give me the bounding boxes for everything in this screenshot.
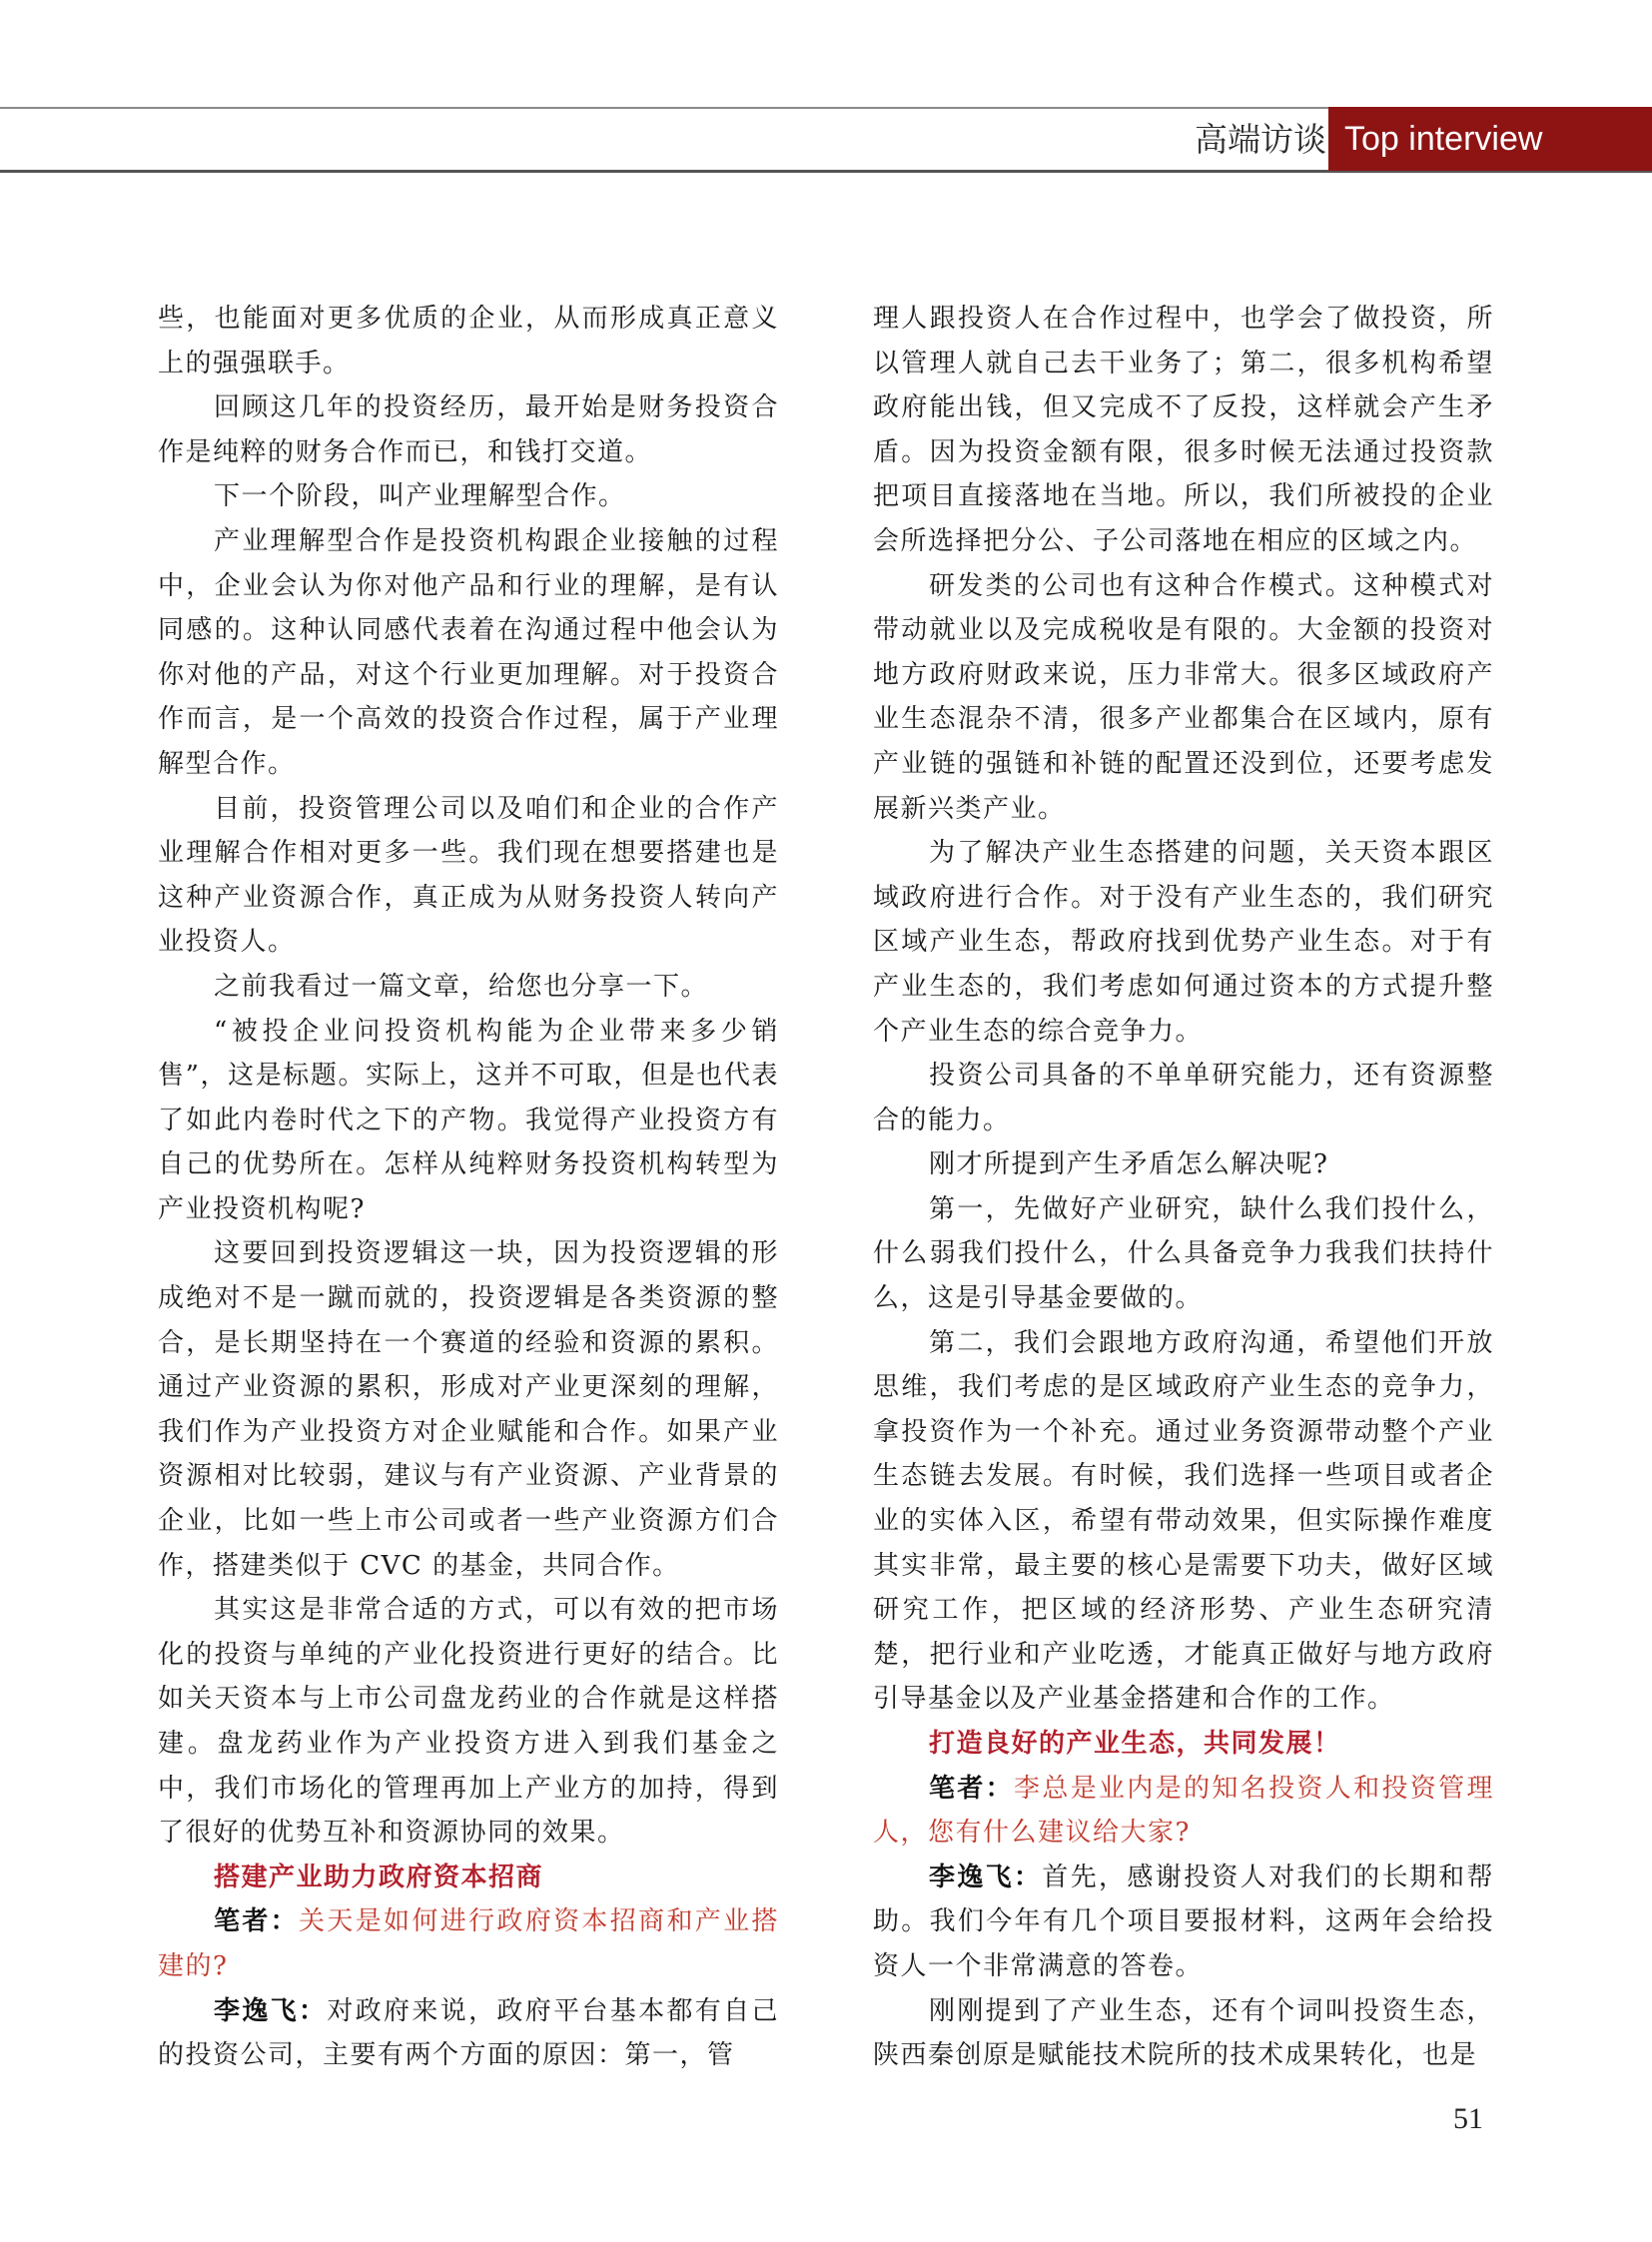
paragraph: 之前我看过一篇文章，给您也分享一下。 bbox=[214, 971, 709, 1002]
paragraph: “被投企业问投资机构能为企业带来多少销售”，这是标题。实际上，这并不可取，但是也代表了如此内卷时代之下的产物。我觉得产业投资方有自己的优势所在。怎样从纯粹财务投资机构转型为产业投资机构呢? bbox=[158, 1016, 779, 1224]
right-column bbox=[873, 297, 1494, 2078]
subheading: 搭建产业助力政府资本招商 bbox=[214, 1862, 544, 1892]
paragraph: 理人跟投资人在合作过程中，也学会了做投资，所以管理人就自己去干业务了；第二，很多机构希望政府能出钱，但又完成不了反投，这样就会产生矛盾。因为投资金额有限，很多时候无法通过投资款把项目直接落地在当地。所以，我们所被投的企业会所选择把分公、子公司落地在相应的区域之内。 bbox=[873, 304, 1494, 556]
section-title-en: Top interview bbox=[1328, 107, 1652, 171]
paragraph: 投资公司具备的不单单研究能力，还有资源整合的能力。 bbox=[873, 1061, 1494, 1135]
paragraph: 第二，我们会跟地方政府沟通，希望他们开放思维，我们考虑的是区域政府产业生态的竞争力，拿投资作为一个补充。通过业务资源带动整个产业生态链去发展。有时候，我们选择一些项目或者企业的实体入区，希望有带动效果，但实际操作难度其实非常，最主要的核心是需要下功夫，做好区域研究工作，把区域的经济形势、产业生态研究清楚，把行业和产业吃透，才能真正做好与地方政府引导基金以及产业基金搭建和合作的工作。 bbox=[873, 1327, 1494, 1715]
subheading: 打造良好的产业生态，共同发展！ bbox=[929, 1729, 1341, 1759]
paragraph: 这要回到投资逻辑这一块，因为投资逻辑的形成绝对不是一蹴而就的，投资逻辑是各类资源的整合，是长期坚持在一个赛道的经验和资源的累积。通过产业资源的累积，形成对产业更深刻的理解，我们作为产业投资方对企业赋能和合作。如果产业资源相对比较弱，建议与有产业资源、产业背景的企业，比如一些上市公司或者一些产业资源方们合作，搭建类似于 CVC 的基金，共同合作。 bbox=[158, 1238, 779, 1581]
header-rule-top bbox=[0, 107, 1328, 109]
paragraph: 些，也能面对更多优质的企业，从而形成真正意义上的强强联手。 bbox=[158, 304, 779, 378]
paragraph: 目前，投资管理公司以及咱们和企业的合作产业理解合作相对更多一些。我们现在想要搭建也是这种产业资源合作，真正成为从财务投资人转向产业投资人。 bbox=[158, 793, 779, 958]
answer-text: 首先，感谢投资人对我们的长期和帮助。我们今年有几个项目要报材料，这两年会给投资人一个非常满意的答卷。 bbox=[873, 1862, 1494, 1981]
question bbox=[158, 1899, 779, 1988]
paragraph: 回顾这几年的投资经历，最开始是财务投资合作是纯粹的财务合作而已，和钱打交道。 bbox=[158, 392, 779, 467]
paragraph: 第一，先做好产业研究，缺什么我们投什么，什么弱我们投什么，什么具备竞争力我我们扶持什么，这是引导基金要做的。 bbox=[873, 1193, 1494, 1314]
paragraph: 产业理解型合作是投资机构跟企业接触的过程中，企业会认为你对他产品和行业的理解，是有认同感的。这种认同感代表着在沟通过程中他会认为你对他的产品，对这个行业更加理解。对于投资合作而言，是一个高效的投资合作过程，属于产业理解型合作。 bbox=[158, 525, 779, 779]
speaker-label: 笔者： bbox=[929, 1773, 1015, 1804]
paragraph: 下一个阶段，叫产业理解型合作。 bbox=[214, 481, 626, 512]
speaker-label: 笔者： bbox=[214, 1906, 300, 1937]
paragraph: 其实这是非常合适的方式，可以有效的把市场化的投资与单纯的产业化投资进行更好的结合。比如关天资本与上市公司盘龙药业的合作就是这样搭建。盘龙药业作为产业投资方进入到我们基金之中，我们市场化的管理再加上产业方的加持，得到了很好的优势互补和资源协同的效果。 bbox=[158, 1595, 779, 1849]
paragraph: 刚刚提到了产业生态，还有个词叫投资生态，陕西秦创原是赋能技术院所的技术成果转化，也是 bbox=[873, 1995, 1494, 2071]
left-column bbox=[158, 297, 779, 2078]
paragraph: 为了解决产业生态搭建的问题，关天资本跟区域政府进行合作。对于没有产业生态的，我们研究区域产业生态，帮政府找到优势产业生态。对于有产业生态的，我们考虑如何通过资本的方式提升整个产业生态的综合竞争力。 bbox=[873, 838, 1494, 1047]
page-number: 51 bbox=[1453, 2102, 1483, 2135]
question bbox=[873, 1767, 1494, 1856]
paragraph: 研发类的公司也有这种合作模式。这种模式对带动就业以及完成税收是有限的。大金额的投资对地方政府财政来说，压力非常大。很多区域政府产业生态混杂不清，很多产业都集合在区域内，原有产业链的强链和补链的配置还没到位，还要考虑发展新兴类产业。 bbox=[873, 570, 1494, 824]
question-text: 李总是业内是的知名投资人和投资管理人，您有什么建议给大家? bbox=[873, 1773, 1494, 1849]
answer-text: 对政府来说，政府平台基本都有自己的投资公司，主要有两个方面的原因：第一，管 bbox=[158, 1995, 779, 2071]
speaker-label: 李逸飞： bbox=[929, 1862, 1043, 1892]
answer bbox=[158, 1989, 779, 2078]
answer bbox=[873, 1856, 1494, 1989]
section-title-cn: 高端访谈 bbox=[1195, 120, 1326, 159]
speaker-label: 李逸飞： bbox=[214, 1995, 328, 2026]
question-text: 关天是如何进行政府资本招商和产业搭建的? bbox=[158, 1906, 779, 1981]
paragraph: 刚才所提到产生矛盾怎么解决呢? bbox=[929, 1149, 1329, 1180]
